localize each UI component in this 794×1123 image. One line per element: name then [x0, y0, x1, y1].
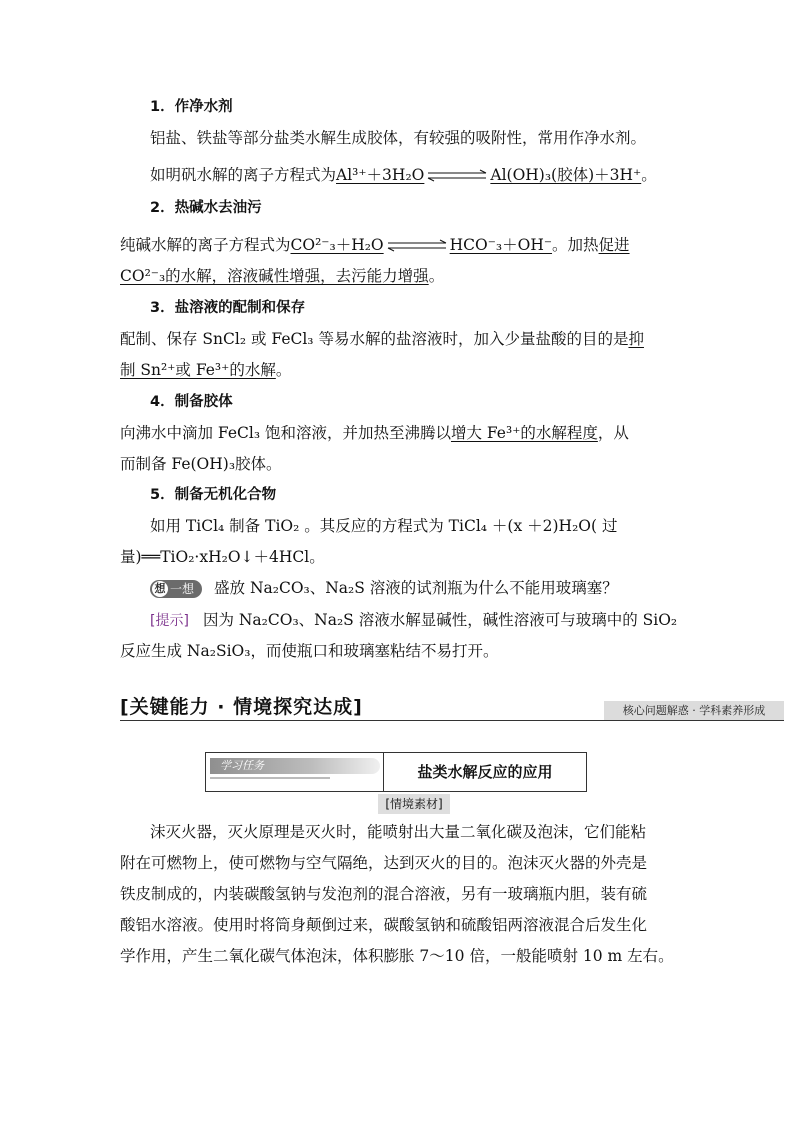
equilibrium-arrow-icon — [386, 239, 448, 253]
learning-task-banner — [210, 758, 380, 774]
equilibrium-arrow-icon — [426, 169, 488, 183]
equation-intro: 纯碱水解的离子方程式为 — [120, 236, 291, 254]
heading-2: 2．热碱水去油污 — [150, 200, 262, 216]
think-badge — [150, 580, 202, 598]
answer-underline: CO²⁻₃的水解，溶液碱性增强，去污能力增强 — [120, 267, 429, 285]
learning-task-box — [205, 752, 587, 792]
material-line-2: 附在可燃物上，使可燃物与空气隔绝，达到灭火的目的。泡沫灭火器的外壳是 — [120, 854, 648, 872]
heading-3: 3．盐溶液的配制和保存 — [150, 300, 306, 316]
learning-task-label: 学习任务 — [220, 759, 264, 772]
hint-label: [提示] — [150, 613, 189, 629]
sentence-end: 。 — [275, 361, 292, 379]
answer-underline: 制 Sn²⁺或 Fe³⁺的水解 — [120, 361, 276, 379]
equation-left: Al³⁺＋3H₂O — [336, 166, 425, 184]
heading-4: 4．制备胶体 — [150, 394, 233, 410]
paragraph-3-line-1 — [120, 329, 644, 349]
paragraph-2 — [120, 266, 444, 286]
equation-left: CO²⁻₃＋H₂O — [290, 236, 384, 254]
section-divider — [120, 720, 784, 721]
sentence-text: 向沸水中滴加 FeCl₃ 饱和溶液，并加热至沸腾以 — [120, 424, 451, 442]
material-line-1: 沫灭火器，灭火原理是灭火时，能喷射出大量二氧化碳及泡沫，它们能粘 — [150, 823, 647, 841]
answer-underline: 抑 — [628, 330, 644, 348]
equation-right: Al(OH)₃(胶体)＋3H⁺ — [490, 166, 642, 184]
material-line-5: 学作用，产生二氧化碳气体泡沫，体积膨胀 7～10 倍，一般能喷射 10 m 左右。 — [120, 947, 674, 965]
think-badge-char: 想 — [152, 581, 168, 597]
decorative-stroke — [210, 777, 330, 779]
equation-tail: 。加热 — [552, 236, 599, 254]
material-line-4: 酸铝水溶液。使用时将筒身颠倒过来，碳酸氢钠和硫酸铝两溶液混合后发生化 — [120, 916, 648, 934]
think-question — [150, 578, 618, 598]
heading-5: 5．制备无机化合物 — [150, 487, 277, 503]
equation-line-1 — [150, 165, 657, 185]
hint-line-2: 反应生成 Na₂SiO₃，而使瓶口和玻璃塞粘结不易打开。 — [120, 642, 499, 660]
think-question-text: 盛放 Na₂CO₃、Na₂S 溶液的试剂瓶为什么不能用玻璃塞？ — [214, 579, 618, 597]
paragraph-5-line-1: 如用 TiCl₄ 制备 TiO₂ 。其反应的方程式为 TiCl₄ ＋(x ＋2)H₂O( 过 — [150, 517, 618, 535]
paragraph-3-line-2 — [120, 360, 291, 380]
paragraph-5-line-2: 量)══TiO₂·xH₂O↓＋4HCl。 — [120, 548, 325, 566]
section-tag: 核心问题解惑 · 学科素养形成 — [604, 701, 784, 720]
paragraph-4-line-2: 而制备 Fe(OH)₃胶体。 — [120, 455, 282, 473]
equation-intro: 如明矾水解的离子方程式为 — [150, 166, 337, 184]
paragraph-4-line-1 — [120, 423, 629, 443]
material-line-3: 铁皮制成的，内装碳酸氢钠与发泡剂的混合溶液，另有一玻璃瓶内胆，装有硫 — [120, 885, 648, 903]
learning-task-title: 盐类水解反应的应用 — [417, 763, 553, 781]
equation-line-2 — [120, 235, 630, 255]
paragraph-1: 铝盐、铁盐等部分盐类水解生成胶体，有较强的吸附性，常用作净水剂。 — [150, 129, 647, 147]
answer-underline: 增大 Fe³⁺的水解程度 — [450, 424, 598, 442]
equation-right: HCO⁻₃＋OH⁻ — [449, 236, 553, 254]
sentence-end: 。 — [428, 267, 445, 285]
sentence-text: 配制、保存 SnCl₂ 或 FeCl₃ 等易水解的盐溶液时，加入少量盐酸的目的是 — [120, 330, 629, 348]
hint-line-1 — [150, 610, 677, 631]
section-title: [关键能力 · 情境探究达成] — [120, 696, 363, 718]
material-label: [情境素材] — [378, 794, 450, 814]
think-badge-text: 一想 — [170, 582, 195, 596]
hint-text: 因为 Na₂CO₃、Na₂S 溶液水解显碱性，碱性溶液可与玻璃中的 SiO₂ — [202, 611, 678, 629]
sentence-end: ，从 — [597, 424, 629, 442]
learning-task-label-area — [206, 753, 384, 791]
answer-underline: 促进 — [598, 236, 630, 254]
heading-1: 1．作净水剂 — [150, 99, 233, 115]
equation-end: 。 — [641, 166, 657, 184]
